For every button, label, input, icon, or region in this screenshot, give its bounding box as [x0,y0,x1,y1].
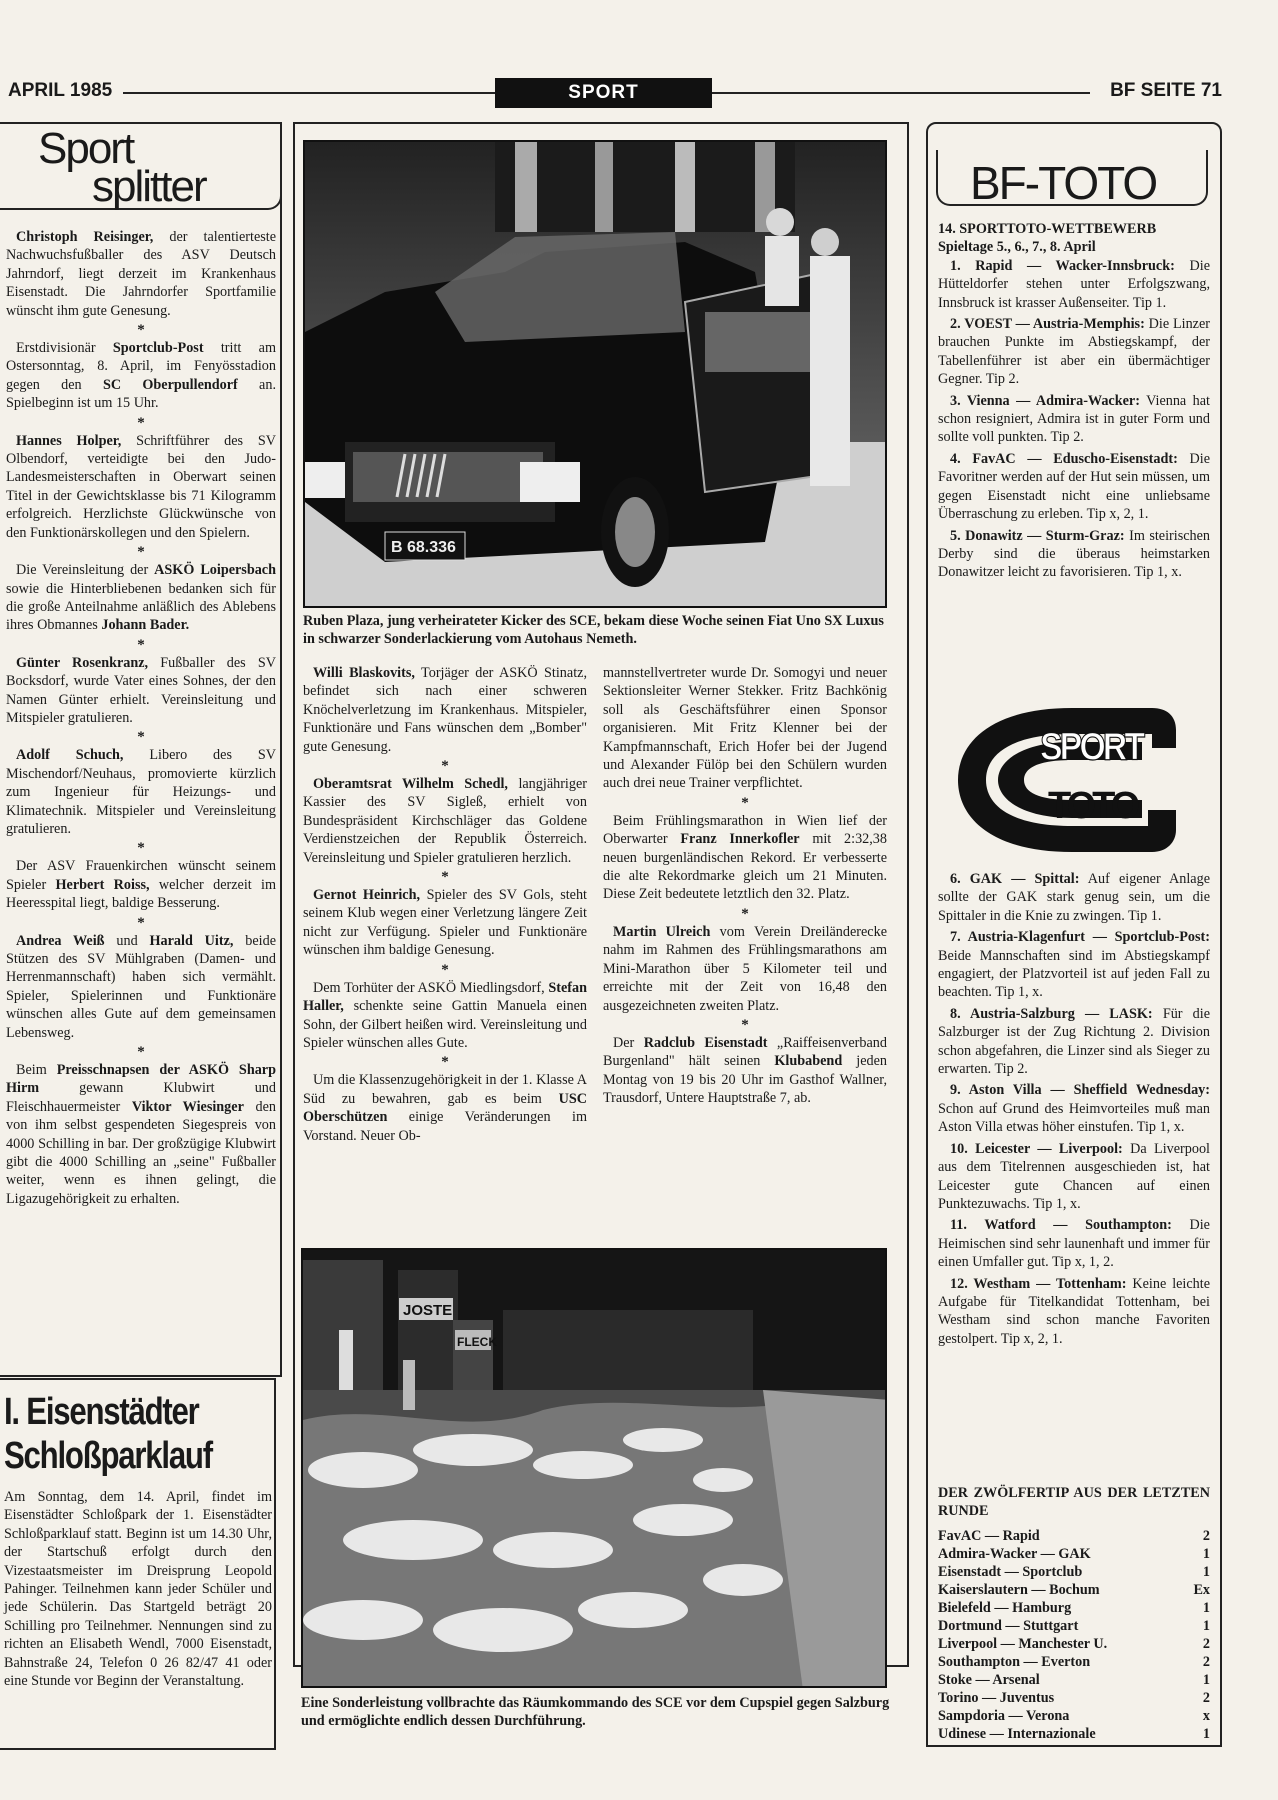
toto-game: 10. Leicester — Liverpool: Da Liverpool aus dem Titelrennen ausgeschieden ist, hat Leicester gute Chancen auf einen Punktezuwachs. Tip 1, x. [938,1140,1210,1212]
splitter-item-bold: Sportclub-Post [112,340,204,357]
result-tip: 1 [1202,1671,1210,1688]
page-number: BF SEITE 71 [1110,80,1222,101]
result-match: Eisenstadt — Sportclub [938,1563,1083,1580]
result-row [938,1617,1210,1635]
middle-item-bold: USC Oberschützen [303,1090,587,1126]
middle-item-bold: Stefan Haller, [303,979,587,1015]
toto-game-head: 5. Donawitz — Sturm-Graz: [950,527,1125,544]
car-photo-caption: Ruben Plaza, jung verheirateter Kicker des SCE, bekam diese Woche seinen Fiat Uno SX Luxus in schwarzer Sonderlackierung vom Autohaus Nemeth. [303,613,884,648]
result-row [938,1635,1210,1653]
middle-item-bold2: Klubabend [774,1053,843,1070]
lauf-text: Am Sonntag, dem 14. April, findet im Eisenstädter Schloßpark der 1. Eisenstädter Schloßparklauf statt. Beginn ist um 14.30 Uhr, der Startschuß erfolgt durch den Vizestaatsmeister im Dreisprung Leopold Pahinger. Teilnehmen kann jeder Schüler und jede Schülerin. Das Startgeld beträgt 20 Schilling pro Teilnehmer. Nennungen sind zu richten an Elisabeth Wendl, 7000 Eisenstadt, Bahnstraße 24, Telefon 0 26 82/47 41 oder eine Stunde vor Beginn der Veranstaltung. [4,1489,272,1690]
middle-item-bold: Willi Blaskovits, [313,665,415,681]
lauf-title-line1: I. Eisenstädter [4,1391,199,1433]
middle-item: Oberamtsrat Wilhelm Schedl, langjähriger Kassier des SV Sigleß, erhielt von Bundespräsident Kirchschläger das Goldene Verdienstzeichen der Republik Österreich. Vereinsleitung und Spieler gratulieren herzlich. [303,776,587,866]
splitter-item-bold2: Harald Uitz, [149,932,234,949]
kicker-word-1: Sport [38,124,134,173]
result-row [938,1725,1210,1743]
toto-game: 4. FavAC — Eduscho-Eisenstadt: Die Favoritner werden auf der Hut sein müssen, um gegen Eisenstadt nicht eine unliebsame Überraschung zu erleben. Tip x, 2, 1. [938,450,1210,523]
snow-photo-caption: Eine Sonderleistung vollbrachte das Räumkommando des SCE vor dem Cupspiel gegen Salzburg und ermöglichte endlich dessen Durchführung. [301,1695,890,1730]
sportsplitter-kicker [0,122,282,210]
sign-joste: JOSTE [403,1302,453,1319]
separator-star: * [741,905,749,922]
header-rule-right [712,92,1090,94]
middle-column-2 [603,664,887,1109]
result-row [938,1707,1210,1725]
result-tip: 2 [1202,1689,1210,1706]
separator-star: * [137,840,145,857]
toto-game-head: 2. VOEST — Austria-Memphis: [950,316,1145,333]
splitter-item-bold: Christoph Reisinger, [16,229,154,245]
results-block [938,1484,1210,1743]
result-row [938,1671,1210,1689]
results-title: DER ZWÖLFERTIP AUS DER LETZTEN RUNDE [938,1485,1210,1520]
issue-date: APRIL 1985 [8,80,113,101]
result-match: Stoke — Arsenal [938,1671,1040,1688]
result-tip: 1 [1202,1545,1210,1562]
snow-photo [301,1248,887,1688]
separator-star: * [741,794,749,811]
splitter-item-bold2: Johann Bader. [101,617,190,634]
result-match: Liverpool — Manchester U. [938,1635,1108,1652]
toto-game-head: 12. Westham — Tottenham: [950,1275,1127,1292]
middle-item: mannstellvertreter wurde Dr. Somogyi und neuer Sektionsleiter Werner Stekker. Fritz Bachkönig soll als Geschäftsführer einen Sponsor organisieren. Mit Fritz Klenner bei der Kampfmannschaft, Erich Hofer bei der Jugend und Alexander Fülöp bei den Schülern wurden auch drei neue Trainer verpflichtet. [603,665,887,792]
toto-game: 2. VOEST — Austria-Memphis: Die Linzer brauchen Punkte im Abstiegskampf, der Tabellenführer ist aber ein übermächtiger Gegner. Tip 2. [938,316,1210,388]
separator-star: * [741,1016,749,1033]
toto-title: BF-TOTO [970,157,1157,209]
middle-item-bold: Martin Ulreich [613,923,711,940]
toto-game-head: 1. Rapid — Wacker-Innsbruck: [950,257,1175,274]
splitter-item: Beim Preisschnapsen der ASKÖ Sharp Hirm gewann Klubwirt und Fleischhauermeister Viktor Wiesinger den von ihm selbst gespendeten Siegespreis von 4000 Schilling in bar. Der großzügige Klubwirt gibt die 4000 Schilling an „seine" Fußballer weiter, wenn es ihnen gelingt, die Ligazugehörigkeit zu erhalten. [6,1062,276,1207]
sport-toto-logo [952,702,1182,858]
middle-item: Beim Frühlingsmarathon in Wien lief der Oberwarter Franz Innerkofler mit 2:32,38 neuen burgenländischen Rekord. Er verbesserte die alte Rekordmarke gleich um 21 Minuten. Diese Zeit bedeutete letztlich den 32. Platz. [603,812,887,903]
splitter-item-bold: Andrea Weiß [16,932,105,949]
splitter-item-bold2: Viktor Wiesinger [131,1098,244,1115]
result-match: FavAC — Rapid [938,1527,1040,1544]
separator-star: * [137,414,145,431]
result-tip: 2 [1202,1653,1210,1670]
splitter-item-bold: Herbert Roiss, [55,876,150,893]
logo-sport: SPORT [1040,724,1143,769]
result-row [938,1563,1210,1581]
separator-star: * [137,914,145,931]
toto-game-head: 8. Austria-Salzburg — LASK: [950,1005,1153,1022]
splitter-item-bold: ASKÖ Loipersbach [154,562,276,579]
result-tip: Ex [1193,1581,1210,1598]
toto-game: 1. Rapid — Wacker-Innsbruck: Die Hütteldorfer stehen unter Erfolgszwang, Innsbruck ist krasser Außenseiter. Tip 1. [938,257,1210,311]
middle-item-bold: Oberamtsrat Wilhelm Schedl, [313,776,508,793]
toto-game-head: 11. Watford — Southampton: [950,1217,1172,1234]
middle-item: Gernot Heinrich, Spieler des SV Gols, steht seinem Klub wegen einer Verletzung längere Zeit nicht zur Verfügung. Spieler und Funktionäre wünschen ihm baldige Genesung. [303,887,587,959]
splitter-item: Christoph Reisinger, der talentierteste Nachwuchsfußballer des ASV Deutsch Jahrndorf, liegt derzeit im Krankenhaus Eisenstadt. Die Jahrndorfer Sportfamilie wünscht ihm gute Genesung. [6,229,276,319]
middle-item: Martin Ulreich vom Verein Dreiländerecke nahm im Rahmen des Frühlingsmarathons am Mini-Marathon über 5 Kilometer teil und erreichte mit der Zeit von 16,48 den ausgezeichneten zweiten Platz. [603,923,887,1014]
header-rule-left [123,92,495,94]
result-tip: 2 [1202,1527,1210,1544]
middle-item: Der Radclub Eisenstadt „Raiffeisenverband Burgenland" hält seinen Klubabend jeden Montag von 19 bis 20 Uhr im Gasthof Wallner, Trausdorf, Untere Hauptstraße 7, ab. [603,1034,887,1107]
result-match: Southampton — Everton [938,1653,1091,1670]
separator-star: * [137,322,145,339]
logo-toto: TOTO [1048,785,1137,827]
middle-item: Willi Blaskovits, Torjäger der ASKÖ Stinatz, befindet sich nach einer schweren Knöchelverletzung im Krankenhaus. Mitspieler, Funktionäre und Fans wünschen dem „Bomber" gute Genesung. [303,665,587,755]
schlossparklauf-box [0,1378,276,1750]
section-label: SPORT [495,78,712,108]
toto-heading [936,150,1208,209]
splitter-item-bold: Günter Rosenkranz, [16,654,149,671]
toto-games-bottom [938,870,1210,1351]
middle-item-bold: Gernot Heinrich, [313,887,421,904]
result-match: Torino — Juventus [938,1689,1055,1706]
toto-games-top [938,220,1210,585]
separator-star: * [441,869,449,886]
splitter-item-bold2: SC Oberpullendorf [102,376,238,393]
result-match: Bielefeld — Hamburg [938,1599,1072,1616]
middle-column-1 [303,664,587,1146]
separator-star: * [441,961,449,978]
result-tip: 1 [1202,1563,1210,1580]
car-photo-image [305,142,887,608]
toto-game: 12. Westham — Tottenham: Keine leichte Aufgabe für Titelkandidat Tottenham, bei Westham sind schon manche Favoriten gestolpert. Tip x, 2, 1. [938,1275,1211,1347]
splitter-item: Günter Rosenkranz, Fußballer des SV Bocksdorf, wurde Vater eines Sohnes, der den Namen Günter erhielt. Vereinsleitung und Mitspieler gratulieren. [6,654,276,726]
results-list [938,1527,1210,1743]
separator-star: * [137,1044,145,1061]
result-tip: x [1202,1707,1210,1724]
separator-star: * [137,544,145,561]
separator-star: * [441,758,449,775]
toto-game-head: 10. Leicester — Liverpool: [950,1140,1123,1157]
toto-game-head: 7. Austria-Klagenfurt — Sportclub-Post: [950,929,1210,946]
toto-game: 11. Watford — Southampton: Die Heimischen sind sehr launenhaft und immer für einen Umfaller gut. Tip x, 1, 2. [938,1217,1210,1271]
kicker-word-2: splitter [92,162,206,211]
result-match: Admira-Wacker — GAK [938,1545,1091,1562]
result-match: Udinese — Internazionale [938,1725,1096,1742]
result-tip: 1 [1202,1599,1210,1616]
toto-game: 3. Vienna — Admira-Wacker: Vienna hat schon resigniert, Admira ist in guter Form und sollte voll punkten. Tip 2. [938,392,1210,446]
toto-intro-line2: Spieltage 5., 6., 7., 8. April [938,239,1096,256]
toto-game: 7. Austria-Klagenfurt — Sportclub-Post: Beide Mannschaften sind im Abstiegskampf engagiert, der Platzvorteil ist auf jeden Fall zu beachten. Tip 1, x. [938,929,1210,1001]
splitter-item: Die Vereinsleitung der ASKÖ Loipersbach sowie die Hinterbliebenen bedanken sich für die große Anteilnahme anläßlich des Ablebens ihres Obmannes Johann Bader. [6,562,276,634]
splitter-item: Hannes Holper, Schriftführer des SV Olbendorf, verteidigte bei den Judo-Landesmeisterschaften in Oberwart seinen Titel in der Gewichtsklasse bis 71 Kilogramm erfolgreich. Herzlichste Glückwünsche von den Funktionärskollegen und den Spielern. [6,432,276,541]
result-tip: 2 [1202,1635,1210,1652]
toto-game-head: 6. GAK — Spittal: [950,871,1080,887]
toto-game-head: 4. FavAC — Eduscho-Eisenstadt: [950,450,1178,467]
toto-intro-line1: 14. SPORTTOTO-WETTBEWERB [938,221,1157,237]
separator-star: * [137,636,145,653]
splitter-item-bold: Hannes Holper, [16,432,122,449]
separator-star: * [441,1054,449,1071]
splitter-item: Erstdivisionär Sportclub-Post tritt am Ostersonntag, 8. April, im Fenyösstadion gegen den SC Oberpullendorf an. Spielbeginn ist um 15 Uhr. [6,340,276,412]
splitter-item: Adolf Schuch, Libero des SV Mischendorf/Neuhaus, promovierte kürzlich zum Ingenieur für Heizungs- und Klimatechnik. Mitspieler und Vereinsleitung gratulieren. [6,747,276,837]
splitter-item-bold: Preisschnapsen der ASKÖ Sharp Hirm [6,1062,276,1097]
sportsplitter-column [6,228,276,1209]
middle-item: Um die Klassenzugehörigkeit in der 1. Klasse A Süd zu bewahren, gab es beim USC Oberschützen einige Veränderungen im Vorstand. Neuer Ob- [303,1072,587,1144]
toto-game-head: 9. Aston Villa — Sheffield Wednesday: [950,1082,1210,1099]
result-row [938,1581,1210,1599]
result-row [938,1599,1210,1617]
sign-fleck: FLECK [457,1335,497,1349]
result-row [938,1689,1210,1707]
result-match: Sampdoria — Verona [938,1707,1070,1724]
middle-item-bold: Radclub Eisenstadt [643,1034,768,1051]
toto-game: 6. GAK — Spittal: Auf eigener Anlage sollte der GAK stark genug sein, um die Spittaler in die Knie zu zwingen. Tip 1. [938,871,1211,924]
toto-game: 8. Austria-Salzburg — LASK: Für die Salzburger ist der Zug Richtung 2. Division schon abgefahren, die Linzer sind als Sieger zu erwarten. Tip 2. [938,1005,1210,1078]
result-row [938,1545,1210,1563]
page-header [0,78,1230,108]
splitter-item-bold: Adolf Schuch, [16,747,124,764]
result-tip: 1 [1202,1725,1210,1742]
result-row [938,1653,1210,1671]
result-tip: 1 [1202,1617,1210,1634]
result-row [938,1527,1210,1545]
separator-star: * [137,729,145,746]
middle-item-bold: Franz Innerkofler [680,831,800,848]
splitter-item: Der ASV Frauenkirchen wünscht seinem Spieler Herbert Roiss, welcher derzeit im Heeresspital liegt, baldige Besserung. [6,858,277,912]
lauf-title-line2: Schloßparklauf [4,1435,212,1477]
toto-intro [938,220,1210,257]
toto-game: 5. Donawitz — Sturm-Graz: Im steirischen Derby sind die überaus heimstarken Donawitzer leicht zu favorisieren. Tip 1, x. [938,527,1211,581]
middle-item: Dem Torhüter der ASKÖ Miedlingsdorf, Stefan Haller, schenkte seine Gattin Manuela einen Sohn, der Gilbert heißen wird. Vereinsleitung und Spieler wünschen alles Gute. [303,979,587,1051]
splitter-item: Andrea Weiß und Harald Uitz, beide Stützen des SV Mühlgraben (Damen- und Herrenmannschaft) haben sich vermählt. Spieler, Spielerinnen und Funktionäre wünschen alles Gute auf dem gemeinsamen Lebensweg. [6,932,276,1041]
license-plate: B 68.336 [391,539,456,556]
snow-photo-image [303,1250,887,1688]
car-photo [303,140,887,608]
toto-game-head: 3. Vienna — Admira-Wacker: [950,392,1140,409]
toto-game: 9. Aston Villa — Sheffield Wednesday: Schon auf Grund des Heimvorteiles muß man Aston Villa etwas höher einstufen. Tip 1, x. [938,1082,1210,1136]
result-match: Dortmund — Stuttgart [938,1617,1079,1634]
result-match: Kaiserslautern — Bochum [938,1581,1100,1598]
